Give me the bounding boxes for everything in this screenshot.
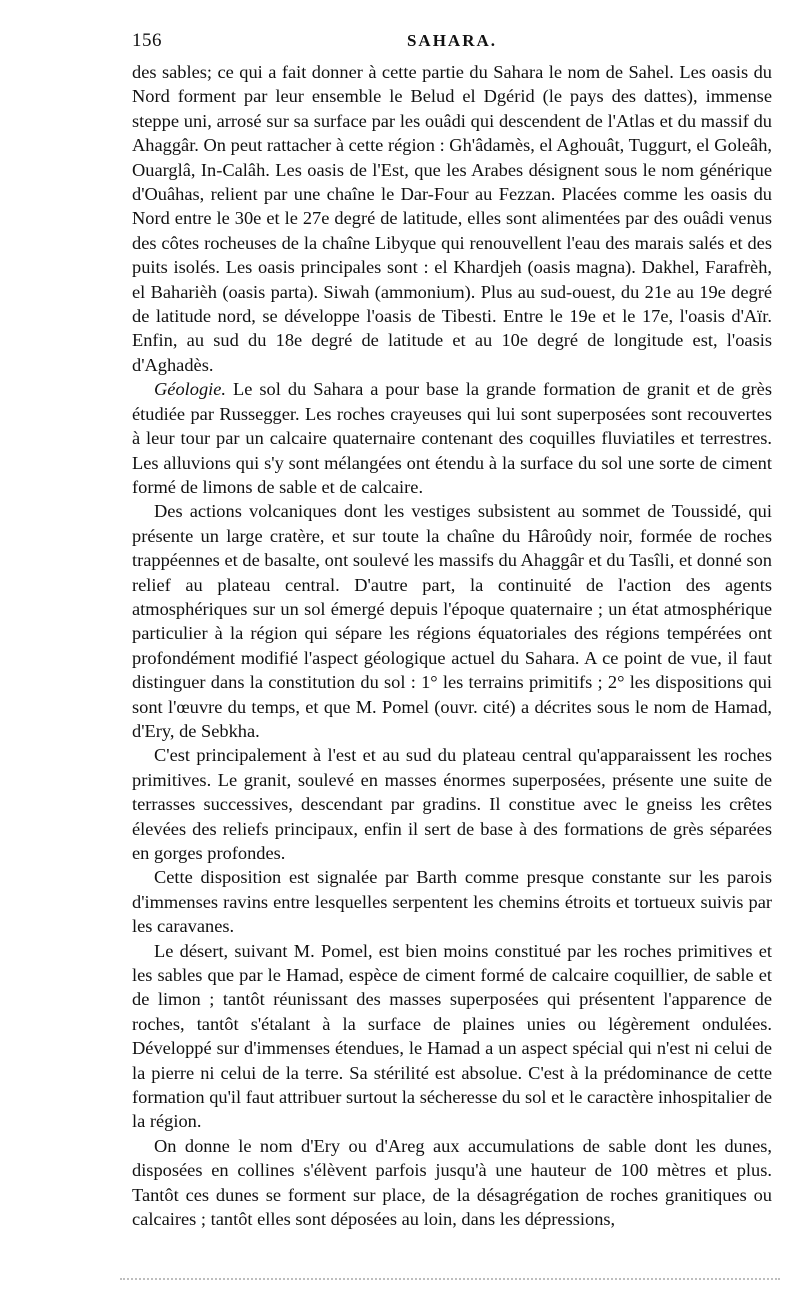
body-text — [132, 60, 772, 1232]
paragraph-geologie-text: Le sol du Sahara a pour base la grande formation de granit et de grès étudiée par Russegger. Les roches crayeuses qui lui sont superposées sont recouvertes à leur tour par un calcaire quaternaire contenant des coquilles fluviatiles et terrestres. Les alluvions qui s'y sont mélangées ont étendu à la surface du sol une sorte de ciment formé de limons de sable et de calcaire. — [132, 379, 772, 497]
running-title: SAHARA. — [406, 31, 498, 50]
paragraph-oases: des sables; ce qui a fait donner à cette partie du Sahara le nom de Sahel. Les oasis du Nord forment par leur ensemble le Belud el Dgérid (le pays des dattes), immense steppe uni, arrosé sur sa surface par les ouâdi qui descendent de l'Atlas et du massif du Ahaggâr. On peut rattacher à cette région : Gh'âdamès, el Aghouât, Tuggurt, el Goleâh, Ouarglâ, In-Calâh. Les oasis de l'Est, que les Arabes désignent sous le nom générique d'Ouâhas, relient par une chaîne le Dar-Four au Fezzan. Placées comme les oasis du Nord entre le 30e et le 27e degré de latitude, elles sont alimentées par des ouâdi venus des côtes rocheuses de la chaîne Libyque qui renouvellent l'eau des marais salés et des puits isolés. Les oasis principales sont : el Khardjeh (oasis magna). Dakhel, Farafrèh, el Baharièh (oasis parta). Siwah (ammonium). Plus au sud-ouest, du 21e au 19e degré de latitude nord, se développe l'oasis de Tibesti. Entre le 19e et le 17e, l'oasis d'Aïr. Enfin, au sud du 18e degré de latitude et au 10e degré de longitude est, l'oasis d'Aghadès. — [132, 62, 772, 375]
paragraph-barth: Cette disposition est signalée par Barth comme presque constante sur les parois d'immenses ravins entre lesquelles serpentent les chemins étroits et tortueux suivis par les caravanes. — [132, 867, 772, 937]
paragraph-ery: On donne le nom d'Ery ou d'Areg aux accumulations de sable dont les dunes, disposées en collines s'élèvent parfois jusqu'à une hauteur de 100 mètres et plus. Tantôt ces dunes se forment sur place, de la désagrégation de roches granitiques ou calcaires ; tantôt elles sont déposées au loin, dans les dépressions, — [132, 1135, 772, 1230]
paragraph-primitive-rocks: C'est principalement à l'est et au sud du plateau central qu'apparaissent les roches primitives. Le granit, soulevé en masses énormes superposées, présente une suite de terrasses successives, descendant par gradins. Il constitue avec le gneiss les crêtes élevées des reliefs principaux, enfin il sert de base à des formations de grès séparées en gorges profondes. — [132, 745, 772, 863]
page-number: 156 — [132, 30, 162, 51]
paragraph-volcanic: Des actions volcaniques dont les vestiges subsistent au sommet de Toussidé, qui présente un large cratère, et sur toute la chaîne du Hâroûdy noir, formée de roches trappéennes et de basalte, ont soulevé les massifs du Ahaggâr et du Tasîli, et donné son relief au plateau central. D'autre part, la continuité de l'action des agents atmosphériques sur un sol émergé depuis l'époque quaternaire ; un état atmosphérique particulier à la région qui sépare les régions équatoriales des régions tempérées ont profondément modifié l'aspect géologique actuel du Sahara. A ce point de vue, il faut distinguer dans la constitution du sol : 1° les terrains primitifs ; 2° les dispositions qui sont l'œuvre du temps, et que M. Pomel (ouvr. cité) a décrites sous le nom de Hamad, d'Ery, de Sebkha. — [132, 501, 772, 741]
running-head — [132, 30, 772, 54]
paragraph-geologie — [132, 377, 772, 499]
section-heading-geologie: Géologie. — [154, 379, 227, 400]
paragraph-hamad: Le désert, suivant M. Pomel, est bien moins constitué par les roches primitives et les sables que par le Hamad, espèce de ciment formé de calcaire coquillier, de sable et de limon ; tantôt réunissant des masses superposées qui présentent l'apparence de roches, tantôt s'étalant à la surface de plaines unies ou légèrement ondulées. Développé sur d'immenses étendues, le Hamad a un aspect spécial qui n'est ni celui de la pierre ni celui de la terre. Sa stérilité est absolue. C'est à la prédominance de cette formation qu'il faut attribuer surtout la sécheresse du sol et le caractère inhospitalier de la région. — [132, 940, 772, 1132]
footer-rule — [120, 1278, 780, 1280]
